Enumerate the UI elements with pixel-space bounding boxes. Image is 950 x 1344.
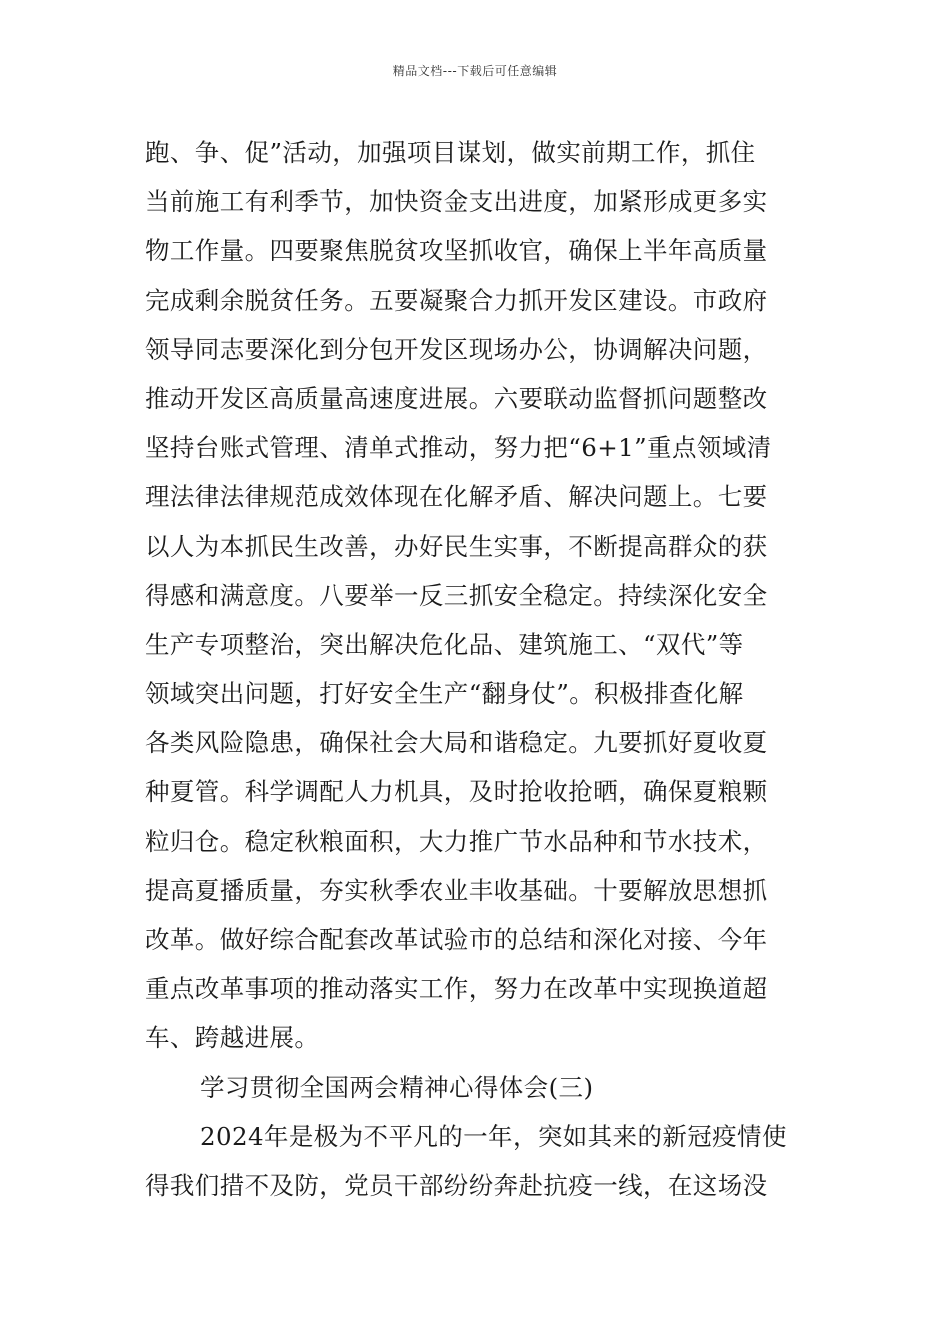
text-line: 各类风险隐患，确保社会大局和谐稳定。九要抓好夏收夏 bbox=[145, 728, 768, 758]
text-line: 种夏管。科学调配人力机具，及时抢收抢晒，确保夏粮颗 bbox=[145, 777, 768, 807]
text-line: 推动开发区高质量高速度进展。六要联动监督抓问题整改 bbox=[145, 383, 768, 413]
text-line: 车、跨越进展。 bbox=[145, 1023, 320, 1053]
text-line: 2024年是极为不平凡的一年，突如其来的新冠疫情使 bbox=[200, 1121, 787, 1151]
text-line: 以人为本抓民生改善，办好民生实事，不断提高群众的获 bbox=[145, 531, 768, 561]
text-line: 粒归仓。稳定秋粮面积，大力推广节水品种和节水技术， bbox=[145, 826, 768, 856]
text-line: 跑、争、促”活动，加强项目谋划，做实前期工作，抓住 bbox=[145, 138, 756, 167]
text-line: 物工作量。四要聚焦脱贫攻坚抓收官，确保上半年高质量 bbox=[145, 236, 768, 266]
text-line: 得我们措不及防，党员干部纷纷奔赴抗疫一线，在这场没 bbox=[145, 1170, 768, 1200]
text-line: 重点改革事项的推动落实工作，努力在改革中实现换道超 bbox=[145, 974, 768, 1004]
text-line: 完成剩余脱贫任务。五要凝聚合力抓开发区建设。市政府 bbox=[145, 285, 768, 315]
text-line: 得感和满意度。八要举一反三抓安全稳定。持续深化安全 bbox=[145, 580, 768, 610]
text-line: 坚持台账式管理、清单式推动，努力把“6+1”重点领域清 bbox=[145, 433, 772, 463]
text-line: 当前施工有利季节，加快资金支出进度，加紧形成更多实 bbox=[145, 187, 768, 217]
text-line: 改革。做好综合配套改革试验市的总结和深化对接、今年 bbox=[145, 925, 768, 954]
section-title: 学习贯彻全国两会精神心得体会(三) bbox=[200, 1072, 594, 1102]
text-line: 提高夏播质量，夯实秋季农业丰收基础。十要解放思想抓 bbox=[145, 875, 768, 905]
page-header: 精品文档---下载后可任意编辑 bbox=[392, 64, 558, 78]
text-line: 生产专项整治，突出解决危化品、建筑施工、“双代”等 bbox=[145, 629, 744, 659]
document-body bbox=[145, 128, 815, 1210]
text-line: 理法律法律规范成效体现在化解矛盾、解决问题上。七要 bbox=[145, 482, 768, 512]
text-line: 领导同志要深化到分包开发区现场办公，协调解决问题， bbox=[145, 334, 768, 364]
text-line: 领域突出问题，打好安全生产“翻身仗”。积极排查化解 bbox=[145, 679, 744, 709]
